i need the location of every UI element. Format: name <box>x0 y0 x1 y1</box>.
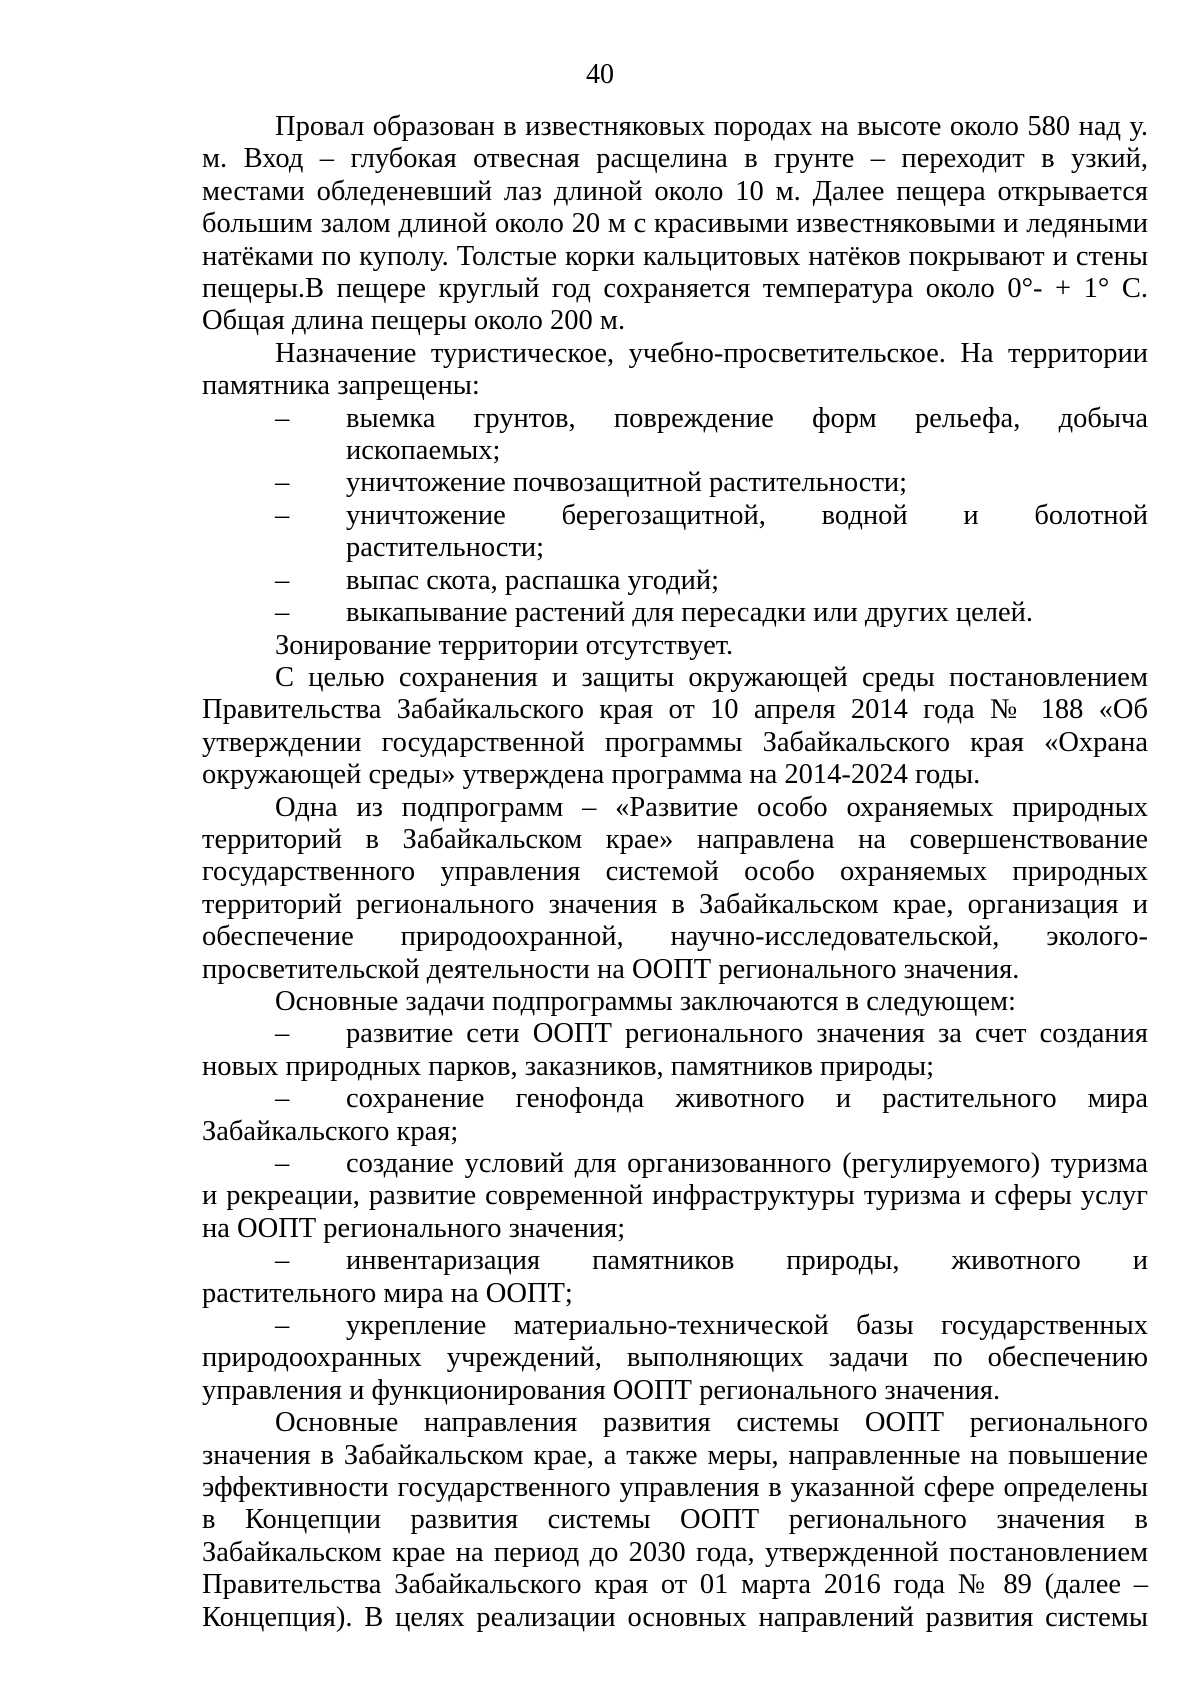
list-item-text: выкапывание растений для пересадки или других целей. <box>346 597 1034 629</box>
dash-marker: – <box>275 499 290 531</box>
list-item <box>202 467 1148 499</box>
dash-marker: – <box>275 564 290 596</box>
list-item-text: выемка грунтов, повреждение форм рельефа, добыча ископаемых; <box>346 402 1148 467</box>
purpose-paragraph: Назначение туристическое, учебно-просветительское. На территории памятника запрещены: <box>202 337 1148 402</box>
list-item <box>202 1245 1148 1310</box>
list-item-text: инвентаризация памятников природы, животного и растительного мира на ООПТ; <box>202 1245 1148 1309</box>
dash-marker: – <box>275 1018 290 1050</box>
subprogram-paragraph: Одна из подпрограмм – «Развитие особо охраняемых природных территорий в Забайкальском крае» направлена на совершенствование государственного управления системой особо охраняемых природных территорий регионального значения в Забайкальском крае, организация и обеспечение природоохранной, научно-исследовательской, эколого-просветительской деятельности на ООПТ регионального значения. <box>202 791 1148 985</box>
list-item <box>202 565 1148 597</box>
dash-marker: – <box>275 402 290 434</box>
list-item-text: сохранение генофонда животного и растительного мира Забайкальского края; <box>202 1083 1148 1147</box>
prohibitions-list <box>202 403 1148 630</box>
list-item <box>202 1083 1148 1148</box>
dash-marker: – <box>275 1245 290 1277</box>
dash-marker: – <box>275 1148 290 1179</box>
cave-description-paragraph: Провал образован в известняковых породах на высоте около 580 над у. м. Вход – глубокая отвесная расщелина в грунте – переходит в узкий, местами обледеневший лаз длиной около 10 м. Далее пещера открывается большим залом длиной около 20 м с красивыми известняковыми и ледяными натёками по куполу. Толстые корки кальцитовых натёков покрывают и стены пещеры.В пещере круглый год сохраняется температура около 0°- + 1° С. Общая длина пещеры около 200 м. <box>202 111 1148 337</box>
list-item <box>202 1018 1148 1083</box>
list-item <box>202 500 1148 565</box>
list-item-text: создание условий для организованного (регулируемого) туризма и рекреации, развитие современной инфраструктуры туризма и сферы услуг на ООПТ регионального значения; <box>202 1148 1148 1244</box>
tasks-list <box>202 1018 1148 1407</box>
dash-marker: – <box>275 467 290 499</box>
list-item-text: укрепление материально-технической базы государственных природоохранных учреждений, выполняющих задачи по обеспечению управления и функционирования ООПТ регионального значения. <box>202 1310 1148 1406</box>
list-item <box>202 597 1148 629</box>
list-item-text: развитие сети ООПТ регионального значения за счет создания новых природных парков, заказников, памятников природы; <box>202 1018 1148 1082</box>
program-paragraph: С целью сохранения и защиты окружающей среды постановлением Правительства Забайкальского края от 10 апреля 2014 года № 188 «Об утверждении государственной программы Забайкальского края «Охрана окружающей среды» утверждена программа на 2014-2024 годы. <box>202 661 1148 791</box>
list-item-text: уничтожение берегозащитной, водной и болотной растительности; <box>346 499 1148 564</box>
list-item <box>202 1310 1148 1407</box>
concept-paragraph: Основные направления развития системы ООПТ регионального значения в Забайкальском крае, а также меры, направленные на повышение эффективности государственного управления в указанной сфере определены в Концепции развития системы ООПТ регионального значения в Забайкальском крае на период до 2030 года, утвержденной постановлением Правительства Забайкальского края от 01 марта 2016 года № 89 (далее – Концепция). В целях реализации основных направлений развития системы <box>202 1407 1148 1633</box>
list-item <box>202 403 1148 468</box>
list-item <box>202 1148 1148 1245</box>
tasks-intro-paragraph: Основные задачи подпрограммы заключаются в следующем: <box>275 985 1016 1017</box>
page-number: 40 <box>586 59 614 90</box>
list-item-text: выпас скота, распашка угодий; <box>346 564 720 596</box>
list-item-text: уничтожение почвозащитной растительности; <box>346 467 908 499</box>
zoning-paragraph: Зонирование территории отсутствует. <box>275 629 734 661</box>
dash-marker: – <box>275 1310 290 1342</box>
dash-marker: – <box>275 597 290 629</box>
document-body <box>202 111 1148 1634</box>
dash-marker: – <box>275 1083 290 1115</box>
